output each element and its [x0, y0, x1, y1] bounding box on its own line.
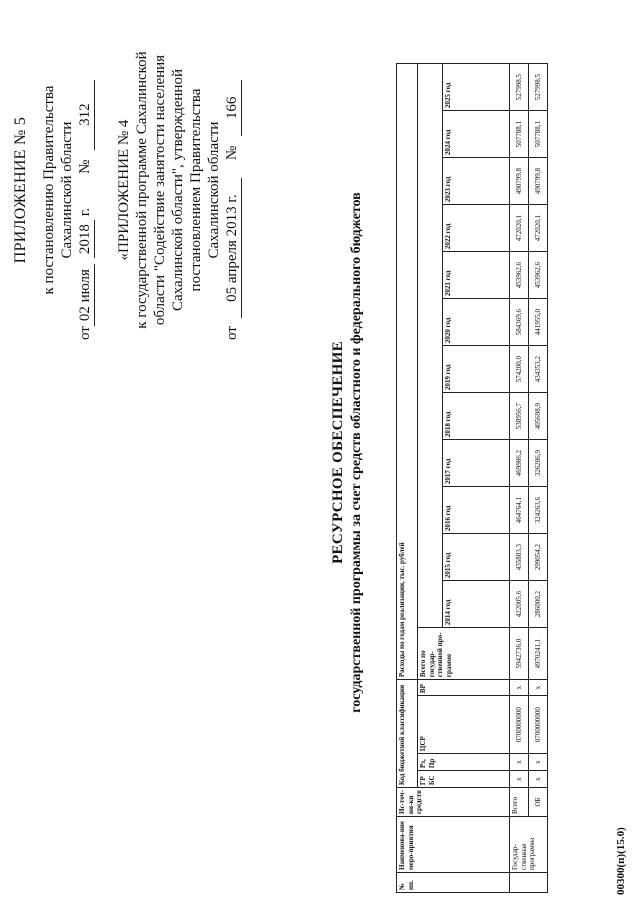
cell-year-value: 507788,1: [529, 111, 548, 158]
col-header-year: 2020 год: [443, 299, 510, 346]
cell-year-value: 527998,5: [529, 64, 548, 111]
cell-total: 5942736,0: [510, 628, 529, 680]
cell-year-value: 490799,8: [510, 158, 529, 205]
col-header-year: 2014 год: [443, 581, 510, 628]
cell-csr: 0700000000: [510, 696, 529, 754]
cell-grbs: x: [529, 771, 548, 788]
resource-table: [396, 63, 548, 893]
cell-year-value: 299054,2: [529, 534, 548, 581]
cell-year-value: 453962,6: [529, 252, 548, 299]
year-header-spacer: [418, 64, 443, 628]
col-header-budget-codes: Код бюджетной классификации: [397, 680, 418, 788]
row-source: Всего: [510, 788, 529, 817]
appendix-line: Сахалинской области: [59, 121, 75, 259]
cell-year-value: 422005,6: [510, 581, 529, 628]
col-header-expenses: Расходы по годам реализации, тыс. рублей: [397, 64, 418, 680]
col-header-year: 2025 год: [443, 64, 510, 111]
col-header-source: Ис-точ-ни-ки средств: [397, 788, 510, 817]
prev-appendix-line: постановлением Правительства: [188, 88, 204, 292]
prev-date-line: [223, 40, 242, 340]
year-suffix: г.: [77, 207, 93, 217]
cell-year-value: 472020,1: [510, 205, 529, 252]
cell-vr: x: [529, 680, 548, 696]
prev-appendix-line: к государственной программе Сахалинской: [134, 51, 150, 329]
form-code: 00300(п)(15.0): [615, 827, 627, 895]
col-header-grbs: ГР БС: [418, 771, 510, 788]
table-row: [510, 64, 529, 893]
appendix-title: ПРИЛОЖЕНИЕ № 5: [12, 116, 29, 264]
prev-appendix-title: «ПРИЛОЖЕНИЕ № 4: [116, 119, 132, 261]
prev-number: 166: [223, 80, 242, 136]
document-subtitle: государственной программы за счет средств областного и федерального бюджетов: [349, 192, 364, 713]
cell-year-value: 453962,6: [510, 252, 529, 299]
cell-year-value: 574200,0: [510, 346, 529, 393]
date-year: 2018: [76, 220, 95, 258]
document-title: РЕСУРСНОЕ ОБЕСПЕЧЕНИЕ: [330, 341, 346, 564]
cell-year-value: 405698,9: [529, 393, 548, 440]
col-header-year: 2023 год: [443, 158, 510, 205]
cell-year-value: 527998,5: [510, 64, 529, 111]
col-header-total: Всего по государ-ственной про-грамме: [418, 628, 510, 680]
cell-rzpr: x: [510, 754, 529, 771]
cell-year-value: 441955,0: [529, 299, 548, 346]
cell-rzpr: x: [529, 754, 548, 771]
col-header-name: Наименова-ние меро-приятия: [397, 817, 510, 873]
cell-year-value: 584369,6: [510, 299, 529, 346]
cell-vr: x: [510, 680, 529, 696]
cell-year-value: 507788,1: [510, 111, 529, 158]
prev-date: 05 апреля 2013 г.: [223, 178, 242, 318]
col-header-rzpr: Рз, Пр: [418, 754, 510, 771]
col-header-csr: ЦСР: [418, 696, 510, 754]
col-header-year: 2016 год: [443, 487, 510, 534]
prev-number-prefix: №: [224, 145, 240, 161]
cell-year-value: 469986,2: [510, 440, 529, 487]
cell-grbs: x: [510, 771, 529, 788]
cell-year-value: 472020,1: [529, 205, 548, 252]
cell-year-value: 434353,2: [529, 346, 548, 393]
date-prefix: от: [77, 326, 93, 340]
col-header-year: 2022 год: [443, 205, 510, 252]
col-header-number: № пп.: [397, 873, 510, 893]
prev-appendix-line: Сахалинской области", утвержденной: [170, 69, 186, 311]
col-header-vr: ВР: [418, 680, 510, 696]
row-name: Государ-ственная программа: [510, 817, 548, 873]
prev-appendix-line: области "Содействие занятости населения: [152, 54, 168, 326]
date-day: 02 июля: [76, 264, 95, 326]
cell-csr: 0700000000: [529, 696, 548, 754]
document-heading: [330, 0, 365, 905]
col-header-year: 2024 год: [443, 111, 510, 158]
cell-year-value: 326286,9: [529, 440, 548, 487]
table-row: [529, 64, 548, 893]
cell-total: 4970241,1: [529, 628, 548, 680]
prev-appendix-line: Сахалинской области: [206, 121, 222, 259]
cell-year-value: 490799,8: [529, 158, 548, 205]
col-header-year: 2017 год: [443, 440, 510, 487]
row-number: [510, 873, 548, 893]
cell-year-value: 538956,7: [510, 393, 529, 440]
col-header-year: 2021 год: [443, 252, 510, 299]
cell-year-value: 464764,1: [510, 487, 529, 534]
number-prefix: №: [77, 159, 93, 174]
col-header-year: 2015 год: [443, 534, 510, 581]
appendix-block: [12, 40, 242, 340]
col-header-year: 2019 год: [443, 346, 510, 393]
appendix-date-line: [76, 40, 95, 340]
prev-date-prefix: от: [224, 326, 240, 340]
cell-year-value: 435883,3: [510, 534, 529, 581]
appendix-line: к постановлению Правительства: [41, 85, 57, 295]
cell-year-value: 286000,2: [529, 581, 548, 628]
cell-year-value: 324263,6: [529, 487, 548, 534]
document-number: 312: [76, 80, 95, 150]
col-header-year: 2018 год: [443, 393, 510, 440]
row-source: ОБ: [529, 788, 548, 817]
